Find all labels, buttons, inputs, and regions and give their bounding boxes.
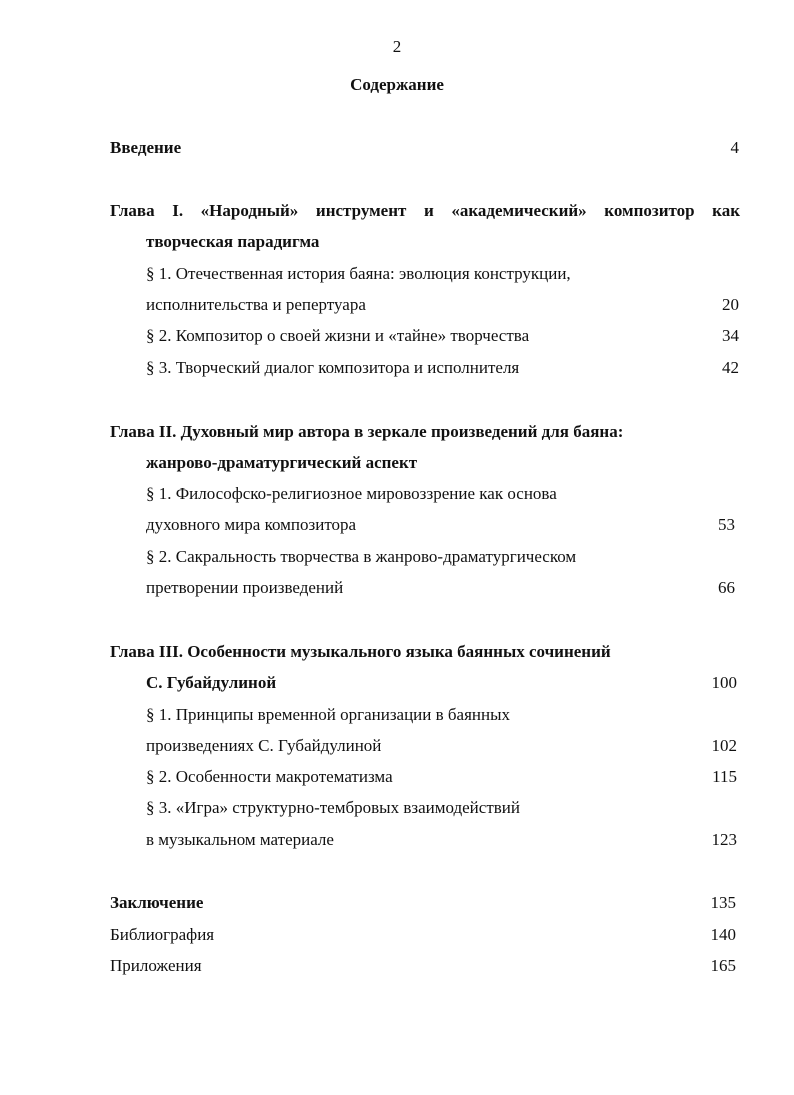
toc-ch3-title-line1: Глава III. Особенности музыкального языка баянных сочинений — [110, 642, 611, 661]
toc-ch1-title-line2: творческая парадигма — [146, 232, 320, 251]
toc-ch3-s1-line2: произведениях С. Губайдулиной — [146, 736, 382, 755]
toc-ch2-s1-page: 53 — [718, 515, 735, 534]
toc-ch2-s1-line1: § 1. Философско-религиозное мировоззрение как основа — [146, 484, 557, 503]
toc-conclusion-label: Заключение — [110, 893, 204, 912]
toc-intro-label: Введение — [110, 138, 182, 157]
toc-ch1-s1-line1: § 1. Отечественная история баяна: эволюция конструкции, — [146, 264, 571, 283]
toc-ch3-s2-page: 115 — [712, 767, 737, 786]
toc-ch2-s2-line1: § 2. Сакральность творчества в жанрово-драматургическом — [146, 547, 577, 566]
toc-appendices-page: 165 — [710, 956, 736, 975]
toc-ch3-title-page: 100 — [711, 673, 737, 692]
toc-ch2-s1-line2: духовного мира композитора — [146, 515, 357, 534]
toc-ch3-s2: § 2. Особенности макротематизма — [146, 767, 393, 786]
toc-conclusion-page: 135 — [710, 893, 736, 912]
page-title: Содержание — [350, 75, 444, 94]
toc-ch1-s1-page: 20 — [722, 295, 739, 314]
toc-ch1-s2-page: 34 — [722, 326, 739, 345]
page-number: 2 — [392, 37, 402, 56]
toc-ch1-title-line1: Глава I. «Народный» инструмент и «академический» композитор как — [110, 201, 740, 220]
toc-ch2-title-line1: Глава II. Духовный мир автора в зеркале произведений для баяна: — [110, 422, 624, 441]
toc-intro-page: 4 — [730, 138, 739, 157]
toc-ch1-s3-page: 42 — [722, 358, 739, 377]
toc-ch2-s2-page: 66 — [718, 578, 735, 597]
toc-ch3-s3-line2: в музыкальном материале — [146, 830, 334, 849]
toc-ch2-s2-line2: претворении произведений — [146, 578, 344, 597]
toc-bibliography-label: Библиография — [110, 925, 215, 944]
toc-ch3-title-line2: С. Губайдулиной — [146, 673, 277, 692]
toc-ch3-s3-page: 123 — [711, 830, 737, 849]
toc-ch2-title-line2: жанрово-драматургический аспект — [146, 453, 418, 472]
toc-ch1-s2: § 2. Композитор о своей жизни и «тайне» творчества — [146, 326, 530, 345]
toc-ch3-s3-line1: § 3. «Игра» структурно-тембровых взаимодействий — [146, 798, 520, 817]
toc-appendices-label: Приложения — [110, 956, 202, 975]
toc-ch1-s3: § 3. Творческий диалог композитора и исполнителя — [146, 358, 520, 377]
toc-ch3-s1-page: 102 — [711, 736, 737, 755]
toc-ch3-s1-line1: § 1. Принципы временной организации в баянных — [146, 705, 511, 724]
toc-ch1-s1-line2: исполнительства и репертуара — [146, 295, 366, 314]
toc-bibliography-page: 140 — [710, 925, 736, 944]
